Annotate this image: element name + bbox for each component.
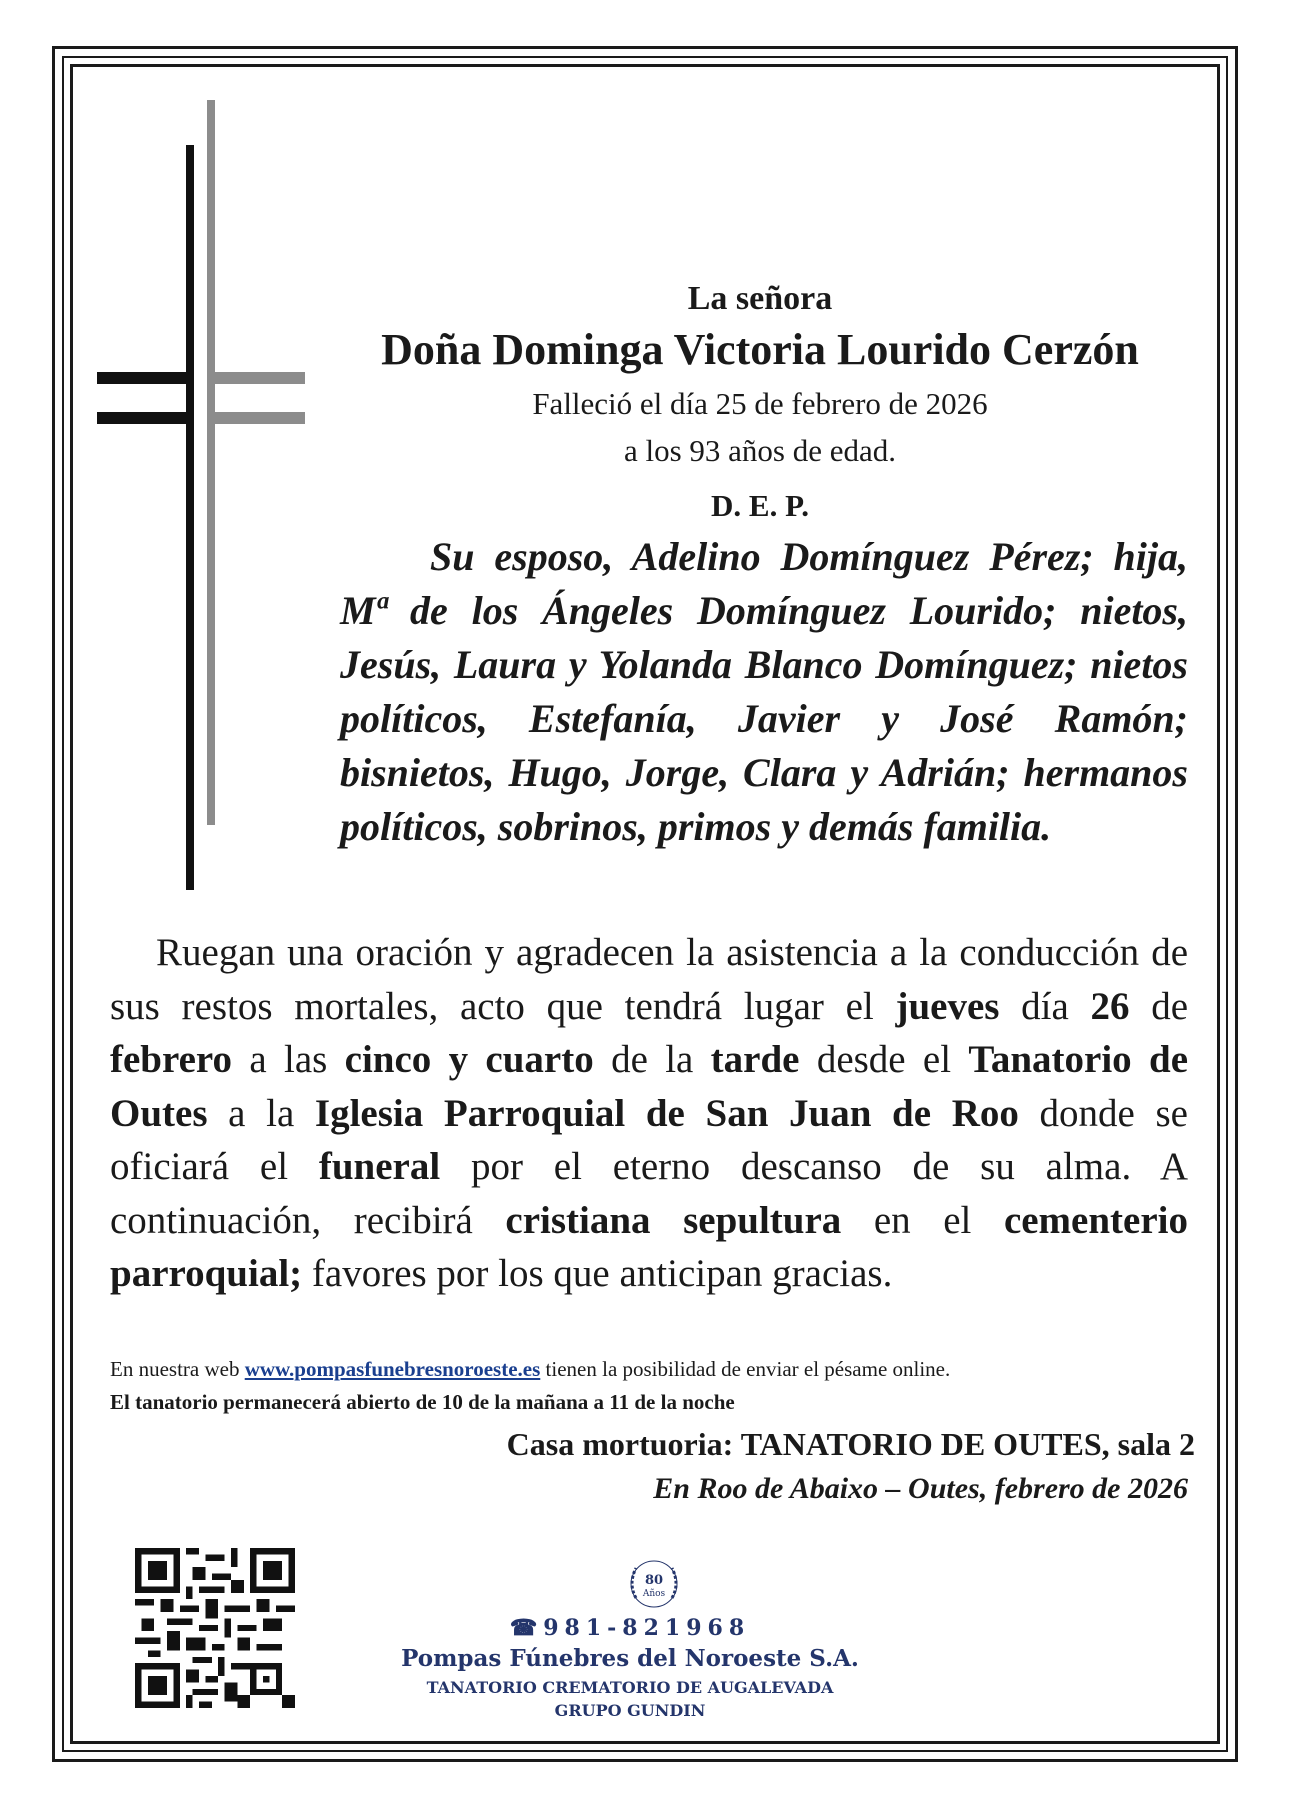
ceremony-time: cinco y cuarto: [344, 1038, 594, 1081]
age-at-death: a los 93 años de edad.: [623, 433, 897, 468]
badge-text: Años: [642, 1589, 666, 1599]
company-subtitle: TANATORIO CREMATORIO DE AUGALEVADA: [426, 1678, 834, 1697]
phone-line[interactable]: [400, 1615, 860, 1641]
company-name: Pompas Fúnebres del Noroeste S.A.: [401, 1645, 859, 1672]
death-date: Falleció el día 25 de febrero de 2026: [532, 386, 988, 421]
deceased-name: Doña Dominga Victoria Lourido Cerzón: [381, 325, 1139, 374]
notice-title: La señora: [687, 280, 833, 317]
badge-number: 80: [644, 1573, 664, 1588]
body-text-segment: día: [1021, 984, 1069, 1028]
ceremony-origin: Tanatorio de Outes: [110, 1038, 1189, 1135]
phone-number: 981-821968: [543, 1615, 751, 1641]
ceremony-church: Iglesia Parroquial de San Juan de Roo: [314, 1091, 1019, 1135]
mortuary-info: Casa mortuoria: TANATORIO DE OUTES, sala 2: [506, 1426, 1195, 1462]
company-group: GRUPO GUNDIN: [554, 1701, 706, 1720]
family-list: Su esposo, Adelino Domínguez Pérez; hija, Mª de los Ángeles Domínguez Lourido; nietos, Jesús, Laura y Yolanda Blanco Domínguez; nietos políticos, Estefanía, Javier y José Ramón; bisnietos, Hugo, Jorge, Clara y Adrián; hermanos políticos, sobrinos, primos y demás familia.: [340, 534, 1188, 849]
anniversary-badge-icon: [622, 1552, 686, 1616]
web-note-suffix: tienen la posibilidad de enviar el pésame online.: [545, 1357, 951, 1381]
burial-text: cristiana sepultura: [505, 1198, 842, 1242]
body-text-segment: de la: [611, 1038, 694, 1081]
ceremony-day: jueves: [895, 984, 1000, 1028]
ceremony-paragraph: [110, 926, 1188, 1301]
body-text-segment: a las: [249, 1038, 328, 1081]
cemetery-text: cementerio parroquial;: [110, 1198, 1188, 1295]
body-text-segment: por el eterno descanso de su alma. A continuación, recibirá: [110, 1145, 1189, 1242]
web-note: [110, 1357, 1190, 1382]
qr-code-icon[interactable]: [135, 1548, 295, 1708]
place-and-date: En Roo de Abaixo – Outes, febrero de 2026: [653, 1472, 1188, 1505]
website-link[interactable]: www.pompasfunebresnoroeste.es: [244, 1357, 541, 1381]
ceremony-period: tarde: [710, 1038, 800, 1081]
body-text-segment: favores por los que anticipan gracias.: [311, 1252, 893, 1295]
body-text-segment: Ruegan una oración y agradecen la asistencia a la conducción de sus restos mortales, acto que tendrá lugar el: [110, 931, 1188, 1028]
ceremony-date-number: 26: [1090, 984, 1130, 1028]
web-note-prefix: En nuestra web: [110, 1357, 240, 1381]
opening-hours-note: El tanatorio permanecerá abierto de 10 de la mañana a 11 de la noche: [110, 1390, 735, 1414]
body-text-segment: a la: [228, 1091, 295, 1135]
body-text-segment: en el: [873, 1198, 972, 1242]
funeral-word: funeral: [318, 1145, 441, 1188]
body-text-segment: donde se oficiará el: [110, 1091, 1188, 1188]
body-text-segment: desde el: [816, 1038, 952, 1081]
phone-icon: ☎: [509, 1615, 544, 1641]
body-text-segment: de: [1151, 984, 1189, 1028]
ceremony-month: febrero: [110, 1038, 233, 1081]
rip-text: D. E. P.: [711, 488, 809, 523]
